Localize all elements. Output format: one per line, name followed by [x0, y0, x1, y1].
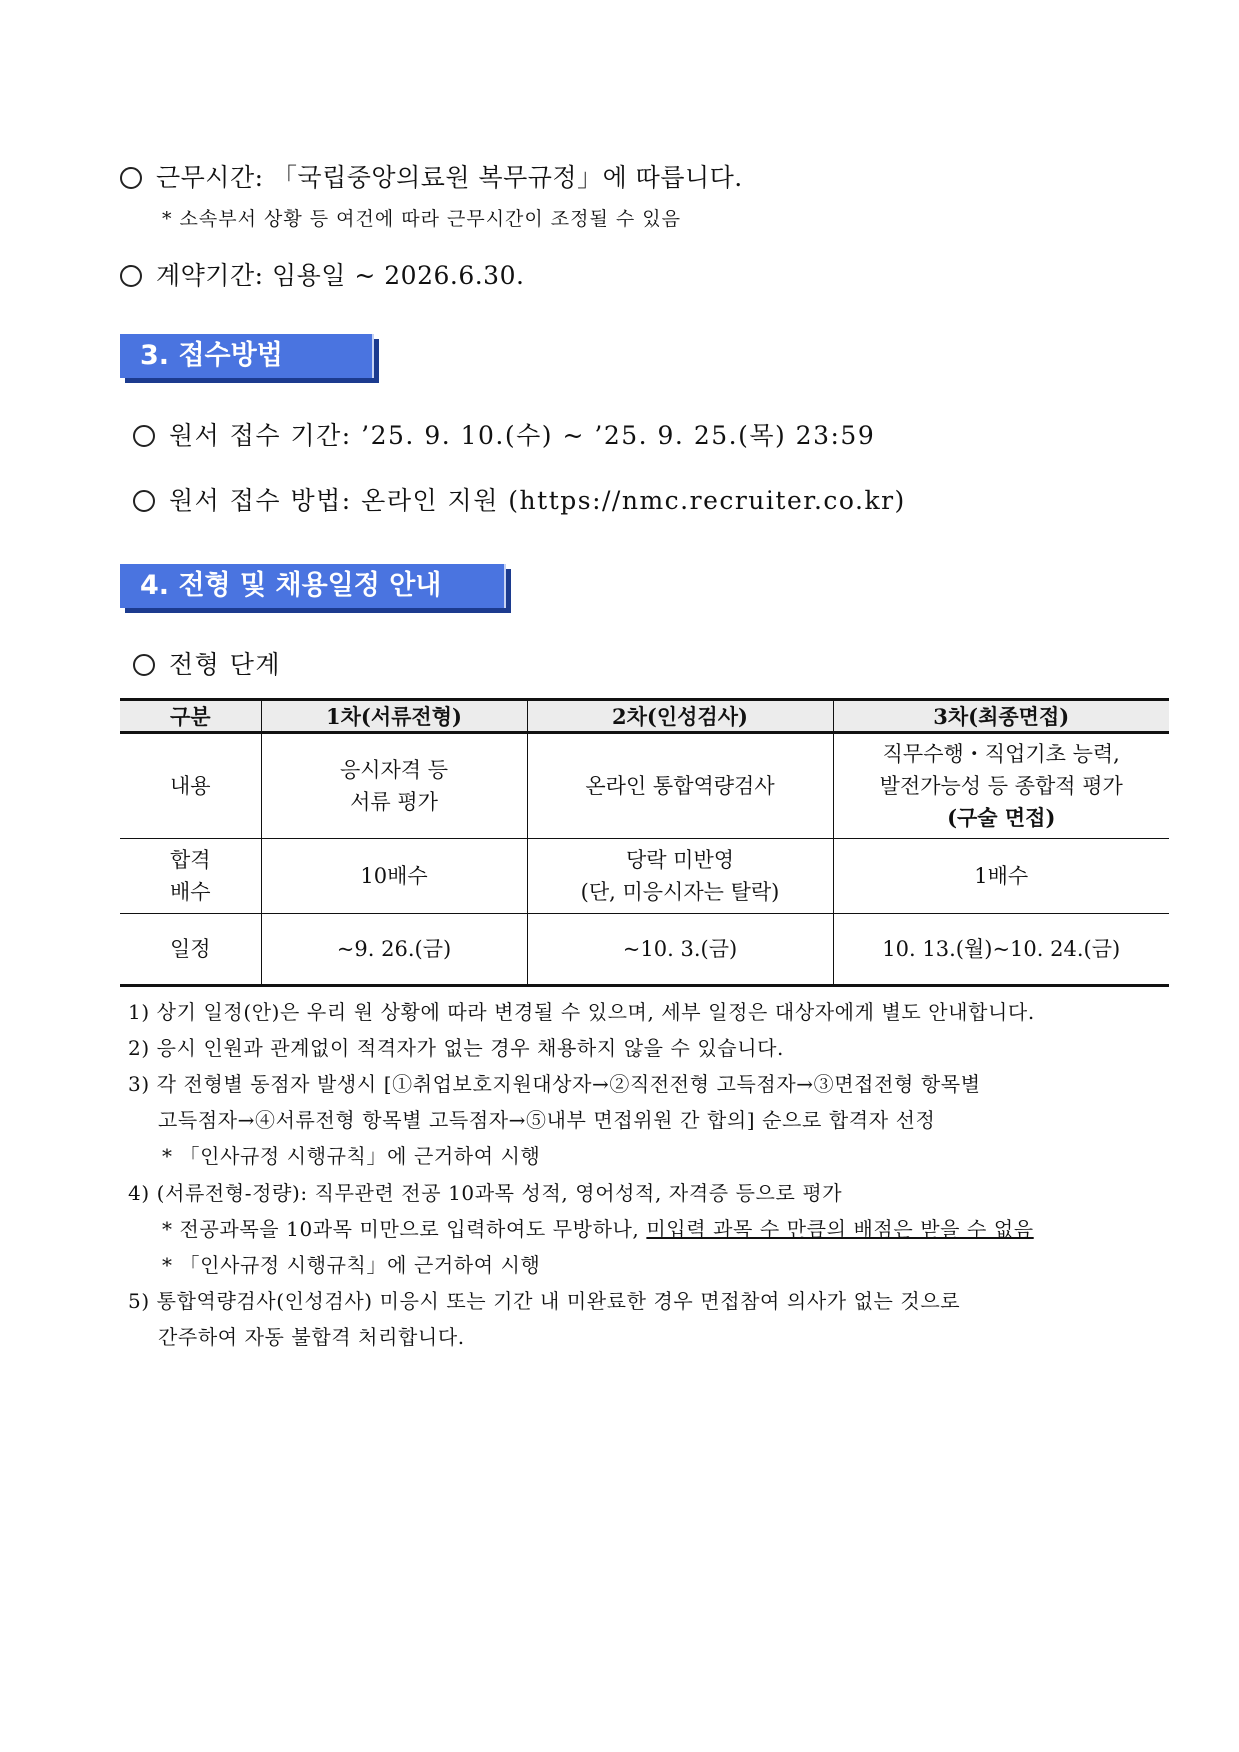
table-cell: ~10. 3.(금): [527, 914, 833, 986]
note-5-line-1: 5) 통합역량검사(인성검사) 미응시 또는 기간 내 미완료한 경우 면접참여 의사가 없는 것으로: [128, 1289, 961, 1313]
row-label: 내용: [120, 733, 261, 839]
note-4-sub-1: * 전공과목을 10과목 미만으로 입력하여도 무방하나, 미입력 과목 수 만큼의 배점은 받을 수 없음: [162, 1217, 1034, 1241]
header-stage-2: 2차(인성검사): [527, 700, 833, 733]
header-stage-1: 1차(서류전형): [261, 700, 527, 733]
application-method-line: 원서 접수 방법: 온라인 지원 (https://nmc.recruiter.co.kr): [133, 481, 906, 517]
circle-bullet-icon: [120, 167, 142, 189]
note-2: 2) 응시 인원과 관계없이 적격자가 없는 경우 채용하지 않을 수 있습니다.: [128, 1036, 785, 1060]
table-cell: ~9. 26.(금): [261, 914, 527, 986]
circle-bullet-icon: [133, 654, 155, 676]
circle-bullet-icon: [120, 265, 142, 287]
underlined-text: 미입력 과목 수 만큼의 배점은 받을 수 없음: [646, 1217, 1034, 1241]
table-cell: 온라인 통합역량검사: [527, 733, 833, 839]
stage-label-line: 전형 단계: [133, 645, 281, 681]
circle-bullet-icon: [133, 490, 155, 512]
note-4: 4) (서류전형-정량): 직무관련 전공 10과목 성적, 영어성적, 자격증 등으로 평가: [128, 1181, 843, 1205]
note-3-line-2: 고득점자→④서류전형 항목별 고득점자→⑤내부 면접위원 간 합의] 순으로 합격자 선정: [158, 1108, 936, 1132]
section-3-heading: 3. 접수방법: [120, 334, 374, 378]
note-1: 1) 상기 일정(안)은 우리 원 상황에 따라 변경될 수 있으며, 세부 일정은 대상자에게 별도 안내합니다.: [128, 1000, 1035, 1024]
contract-period-line: 계약기간: 임용일 ~ 2026.6.30.: [120, 256, 524, 292]
table-cell: 1배수: [833, 839, 1169, 914]
schedule-table: [120, 698, 1169, 987]
note-5-line-2: 간주하여 자동 불합격 처리합니다.: [158, 1325, 465, 1349]
header-category: 구분: [120, 700, 261, 733]
table-row: [120, 733, 1169, 839]
note-3-sub: * 「인사규정 시행규칙」에 근거하여 시행: [162, 1144, 541, 1168]
table-row: [120, 914, 1169, 986]
table-row: [120, 839, 1169, 914]
row-label: 합격 배수: [120, 839, 261, 914]
table-cell: 직무수행・직업기초 능력, 발전가능성 등 종합적 평가 (구술 면접): [833, 733, 1169, 839]
application-period-line: 원서 접수 기간: ’25. 9. 10.(수) ~ ’25. 9. 25.(목) 23:59: [133, 416, 875, 452]
table-cell: 10배수: [261, 839, 527, 914]
work-hours-note: * 소속부서 상황 등 여건에 따라 근무시간이 조정될 수 있음: [162, 208, 681, 230]
circle-bullet-icon: [133, 425, 155, 447]
note-3-line-1: 3) 각 전형별 동점자 발생시 [①취업보호지원대상자→②직전전형 고득점자→③면접전형 항목별: [128, 1072, 981, 1096]
header-stage-3: 3차(최종면접): [833, 700, 1169, 733]
table-cell: 당락 미반영 (단, 미응시자는 탈락): [527, 839, 833, 914]
section-4-heading: 4. 전형 및 채용일정 안내: [120, 564, 506, 608]
table-header-row: [120, 700, 1169, 733]
table-cell: 10. 13.(월)~10. 24.(금): [833, 914, 1169, 986]
note-4-sub-2: * 「인사규정 시행규칙」에 근거하여 시행: [162, 1253, 541, 1277]
row-label: 일정: [120, 914, 261, 986]
work-hours-line: 근무시간: 「국립중앙의료원 복무규정」에 따릅니다.: [120, 158, 743, 194]
table-cell: 응시자격 등 서류 평가: [261, 733, 527, 839]
